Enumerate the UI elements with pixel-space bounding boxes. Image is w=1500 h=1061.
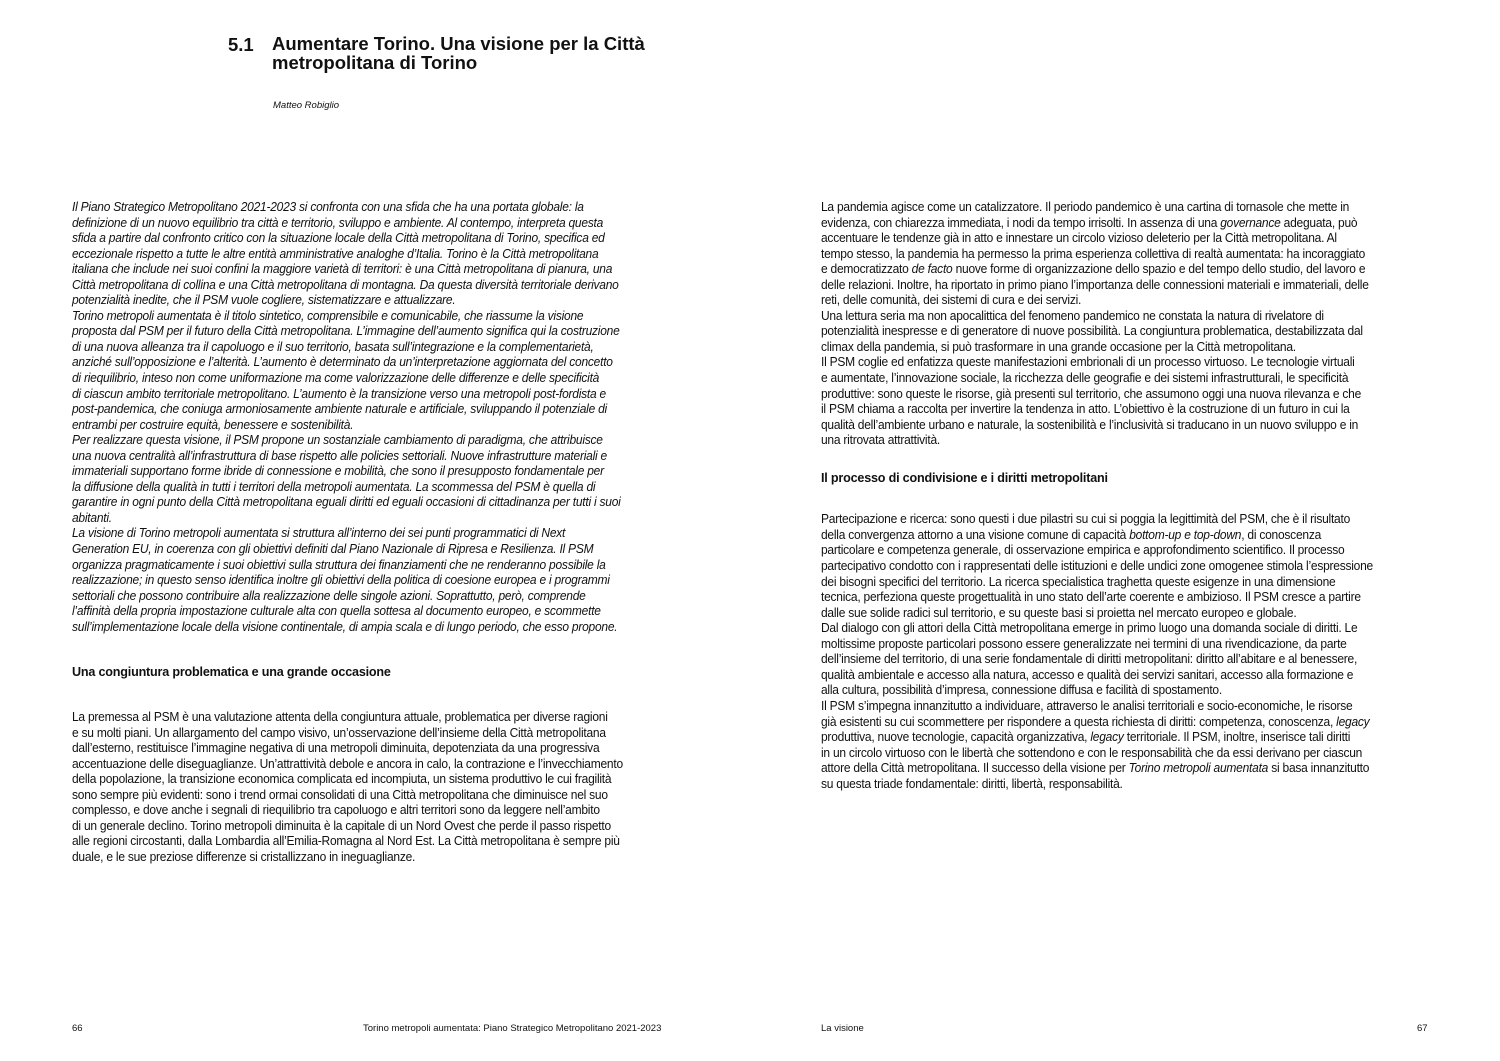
text-line: l’affinità della propria impostazione culturale alta con quella sottesa al documento europeo, e scommette [72, 604, 601, 619]
text-run: dell’insieme del territorio, di una serie fondamentale di diritti metropolitani: diritto all’abitare e al benessere, [821, 652, 1358, 667]
text-line [821, 433, 1431, 449]
text-line [821, 371, 1431, 387]
text-line: dall’esterno, restituisce l’immagine negativa di una metropoli diminuita, depotenziata da una progressiva [72, 741, 600, 756]
section-heading: Una congiuntura problematica e una grande occasione [72, 664, 391, 679]
text-run: partecipativo condotto con i rappresentati delle istituzioni e delle undici zone omogenee stimola l’espressione [821, 559, 1373, 574]
text-line: della popolazione, la transizione economica complicata ed incompiuta, un sistema produttivo le cui fragilità [72, 772, 612, 787]
text-run: già esistenti su cui scommettere per rispondere a questa richiesta di diritti: competenza, conoscenza, [821, 714, 1337, 729]
text-line: immateriali supportano forme ibride di connessione e mobilità, che sono il presupposto fondamentale per [72, 464, 604, 479]
text-line [821, 247, 1431, 263]
running-title-right: La visione [821, 1023, 864, 1034]
text-line: una nuova centralità all’infrastruttura di base rispetto alle policies settoriali. Nuove infrastrutture materiali e [72, 448, 607, 463]
text-run: Il PSM s’impegna innanzitutto a individuare, attraverso le analisi territoriali e socio-economiche, le risorse [821, 698, 1353, 713]
text-run: dei bisogni specifici del territorio. La ricerca specialistica traghetta queste esigenze in una dimensione [821, 574, 1336, 589]
text-run: moltissime proposte particolari possono essere generalizzate nei termini di una rivendicazione, da parte [821, 636, 1347, 651]
text-line: Generation EU, in coerenza con gli obiettivi definiti dal Piano Nazionale di Ripresa e Resilienza. Il PSM [72, 542, 594, 557]
text-line: Per realizzare questa visione, il PSM propone un sostanziale cambiamento di paradigma, che attribuisce [72, 433, 603, 448]
text-line: di ciascun ambito territoriale metropolitano. L’aumento è la transizione verso una metropoli post-fordista e [72, 386, 606, 401]
text-line [821, 512, 1431, 528]
text-line: anziché sull’opposizione e l’alterità. L’aumento è determinato da un’interpretazione aggiornata del concetto [72, 355, 613, 370]
text-line [821, 309, 1431, 325]
text-line [821, 355, 1431, 371]
text-run: attore della Città metropolitana. Il successo della visione per [821, 761, 1129, 776]
text-run: Dal dialogo con gli attori della Città metropolitana emerge in primo luogo una domanda sociale di diritti. Le [821, 621, 1358, 636]
text-run: Partecipazione e ricerca: sono questi i due pilastri su cui si poggia la legittimità del PSM, che è il risultato [821, 512, 1351, 527]
text-line: Città metropolitana di collina e una Città metropolitana di montagna. Da questa diversità territoriale derivano [72, 277, 619, 292]
text-line [821, 200, 1431, 216]
text-line: sfida a partire dal confronto critico con la situazione locale della Città metropolitana di Torino, specifica ed [72, 231, 605, 246]
body-text [72, 710, 712, 865]
section-heading: Il processo di condivisione e i diritti metropolitani [821, 471, 1108, 486]
text-line [821, 340, 1431, 356]
text-line [821, 715, 1431, 731]
text-line [821, 387, 1431, 403]
right-column [821, 200, 1461, 792]
title-line-1: Aumentare Torino. Una visione per la Città [272, 33, 645, 54]
text-run: tecnica, perfeziona queste progettualità in uno stato dell’arte coerente e ambizioso. Il PSM cresce a partire [821, 590, 1361, 605]
text-run: produttiva, nuove tecnologie, capacità organizzativa, [821, 730, 1091, 745]
italic-term: legacy [1090, 730, 1124, 745]
text-line: post-pandemica, che coniuga armoniosamente ambiente naturale e artificiale, sviluppando il potenziale di [72, 402, 607, 417]
text-line: realizzazione; in questo senso identifica inoltre gli obiettivi della politica di coesione europea e i programmi [72, 573, 610, 588]
text-line [821, 543, 1431, 559]
body-text [821, 512, 1461, 792]
text-line: di una nuova alleanza tra il capoluogo e il suo territorio, basata sull’integrazione e la complementarietà, [72, 339, 594, 354]
text-line: alle regioni circostanti, dalla Lombardia all’Emilia-Romagna al Nord Est. La Città metropolitana è sempre più [72, 834, 620, 849]
text-line [821, 402, 1431, 418]
text-run: produttive: sono queste le risorse, già presenti sul territorio, che assumono oggi una nuova rilevanza e che [821, 386, 1362, 401]
text-line [821, 761, 1431, 777]
text-line [821, 637, 1431, 653]
text-line: complesso, e dove anche i segnali di riequilibrio tra capoluogo e altri territori sono da leggere nell’ambito [72, 803, 600, 818]
text-run: climax della pandemia, si può trasformare in una grande occasione per la Città metropolitana. [821, 339, 1296, 354]
text-line: duale, e le sue preziose differenze si cristallizzano in ineguaglianze. [72, 849, 416, 864]
text-line: di un generale declino. Torino metropoli diminuita è la capitale di un Nord Ovest che perde il passo rispetto [72, 818, 611, 833]
text-line: definizione di un nuovo equilibrio tra città e territorio, sviluppo e ambiente. Al contempo, interpreta questa [72, 215, 604, 230]
italic-term: legacy [1336, 714, 1370, 729]
text-line: La premessa al PSM è una valutazione attenta della congiuntura attuale, problematica per diverse ragioni [72, 709, 608, 724]
text-line [821, 621, 1431, 637]
text-line: Torino metropoli aumentata è il titolo sintetico, comprensibile e comunicabile, che riassume la visione [72, 308, 584, 323]
text-run: tempo stesso, la pandemia ha permesso la prima esperienza collettiva di realtà aumentata: ha incoraggiato [821, 246, 1366, 261]
text-line: accentuazione delle diseguaglianze. Un’attrattività debole e ancora in calo, la contrazione e l’invecchiamento [72, 756, 623, 771]
text-line [821, 652, 1431, 668]
text-line: settoriali che possono contribuire alla realizzazione delle singole azioni. Soprattutto, però, comprende [72, 588, 586, 603]
text-run: in un circolo virtuoso con le libertà che sottendono e con le responsabilità che da essi derivano per ciascun [821, 745, 1363, 760]
text-line: abitanti. [72, 510, 112, 525]
text-line [821, 730, 1431, 746]
text-line: sull’implementazione locale della visione continentale, di ampia scala e di lungo periodo, che esso propone. [72, 619, 618, 634]
text-run: Una lettura seria ma non apocalittica del fenomeno pandemico ne constata la natura di rivelatore di [821, 308, 1324, 323]
text-run: territoriale. Il PSM, inoltre, inserisce tali diritti [1123, 730, 1351, 745]
text-line [821, 324, 1431, 340]
text-line: garantire in ogni punto della Città metropolitana eguali diritti ed eguali occasioni di cittadinanza per tutti i suoi [72, 495, 621, 510]
text-run: reti, delle comunità, dei sistemi di cura e dei servizi. [821, 293, 1082, 308]
text-run: , di conoscenza [1241, 527, 1322, 542]
italic-term: bottom-up e top-down [1129, 527, 1242, 542]
text-line: eccezionale rispetto a tutte le altre entità amministrative analoghe d’Italia. Torino è la Città metropolitana [72, 246, 599, 261]
left-column [72, 200, 712, 865]
text-run: La pandemia agisce come un catalizzatore. Il periodo pandemico è una cartina di tornasole che mette in [821, 200, 1350, 214]
text-line [821, 278, 1431, 294]
text-line [821, 216, 1431, 232]
text-line [821, 528, 1431, 544]
text-run: e aumentate, l’innovazione sociale, la ricchezza delle geografie e dei sistemi infrastrutturali, le specificità [821, 371, 1349, 386]
text-line: di riequilibrio, inteso non come uniformazione ma come valorizzazione delle differenze e delle specificità [72, 371, 600, 386]
italic-term: governance [1220, 215, 1281, 230]
text-run: adeguata, può [1280, 215, 1358, 230]
text-line [821, 683, 1431, 699]
italic-term: de facto [911, 262, 953, 277]
text-line: entrambi per costruire equità, benessere e sostenibilità. [72, 417, 354, 432]
text-line [821, 699, 1431, 715]
text-line: e su molti piani. Un allargamento del campo visivo, un’osservazione dell’insieme della Città metropolitana [72, 725, 606, 740]
text-line [821, 293, 1431, 309]
text-run: alla cultura, possibilità d’impresa, connessione diffusa e facilità di spostamento. [821, 683, 1222, 698]
running-title-left: Torino metropoli aumentata: Piano Strategico Metropolitano 2021-2023 [363, 1023, 662, 1034]
text-run: qualità dell’ambiente urbano e naturale, la sostenibilità e l’inclusività si traducano in un nuovo sviluppo e in [821, 417, 1359, 432]
text-run: delle relazioni. Inoltre, ha riportato in primo piano l’importanza delle connessioni materiali e immateriali, delle [821, 277, 1369, 292]
text-line [821, 262, 1431, 278]
page-title [272, 34, 645, 72]
text-run: evidenza, con chiarezza immediata, i nodi da tempo irrisolti. In assenza di una [821, 215, 1221, 230]
section-number: 5.1 [228, 34, 254, 55]
text-line: Il Piano Strategico Metropolitano 2021-2023 si confronta con una sfida che ha una portata globale: la [72, 200, 584, 214]
text-run: qualità ambientale e accesso alla natura, accesso e qualità dei servizi sanitari, accesso alla formazione e [821, 667, 1354, 682]
text-run: Il PSM coglie ed enfatizza queste manifestazioni embrionali di un processo virtuoso. Le tecnologie virtuali [821, 355, 1355, 370]
intro-text [72, 200, 712, 635]
italic-term: Torino metropoli aumentata [1128, 761, 1269, 776]
text-line [821, 559, 1431, 575]
text-line [821, 746, 1431, 762]
text-run: particolare e competenza generale, di osservazione empirica e approfondimento scientifico. Il processo [821, 543, 1345, 558]
text-run: si basa innanzitutto [1268, 761, 1370, 776]
text-run: della convergenza attorno a una visione comune di capacità [821, 527, 1130, 542]
text-line [821, 590, 1431, 606]
text-run: accentuare le tendenze già in atto e innestare un circolo vizioso deleterio per la Città metropolitana. Al [821, 231, 1337, 246]
text-line [821, 418, 1431, 434]
text-run: una ritrovata attrattività. [821, 433, 940, 448]
text-line: organizza pragmaticamente i suoi obiettivi sulla struttura dei finanziamenti che ne renderanno possibile la [72, 557, 606, 572]
author: Matteo Robiglio [273, 100, 340, 111]
text-line: italiana che include nei suoi confini la maggiore varietà di territori: è una Città metropolitana di pianura, una [72, 262, 613, 277]
text-line [821, 668, 1431, 684]
text-line [821, 231, 1431, 247]
text-line [821, 777, 1431, 793]
text-run: e democratizzato [821, 262, 912, 277]
text-run: il PSM chiama a raccolta per invertire la tendenza in atto. L’obiettivo è la costruzione di un futuro in cui la [821, 402, 1350, 417]
text-run: nuove forme di organizzazione dello spazio e del tempo dello studio, del lavoro e [952, 262, 1366, 277]
text-line [821, 575, 1431, 591]
text-line: proposta dal PSM per il futuro della Città metropolitana. L’immagine dell’aumento significa qui la costruzione [72, 324, 620, 339]
text-run: dalle sue solide radici sul territorio, e su queste basi si proietta nel mercato europeo e globale. [821, 605, 1297, 620]
page-number-left: 66 [72, 1023, 83, 1034]
title-line-2: metropolitana di Torino [272, 52, 478, 73]
text-run: potenzialità inespresse e di generatore di nuove possibilità. La congiuntura problematica, destabilizzata dal [821, 324, 1363, 339]
body-text [821, 200, 1461, 449]
text-line: La visione di Torino metropoli aumentata si struttura all’interno dei sei punti programmatici di Next [72, 526, 566, 541]
text-line [821, 606, 1431, 622]
text-run: su questa triade fondamentale: diritti, libertà, responsabilità. [821, 776, 1123, 791]
page-number-right: 67 [1417, 1023, 1428, 1034]
text-line: potenzialità inedite, che il PSM vuole cogliere, sistematizzare e attualizzare. [72, 293, 456, 308]
text-line: sono sempre più evidenti: sono i trend ormai consolidati di una Città metropolitana che diminuisce nel suo [72, 787, 608, 802]
text-line: la diffusione della qualità in tutti i territori della metropoli aumentata. La scommessa del PSM è quella di [72, 479, 596, 494]
